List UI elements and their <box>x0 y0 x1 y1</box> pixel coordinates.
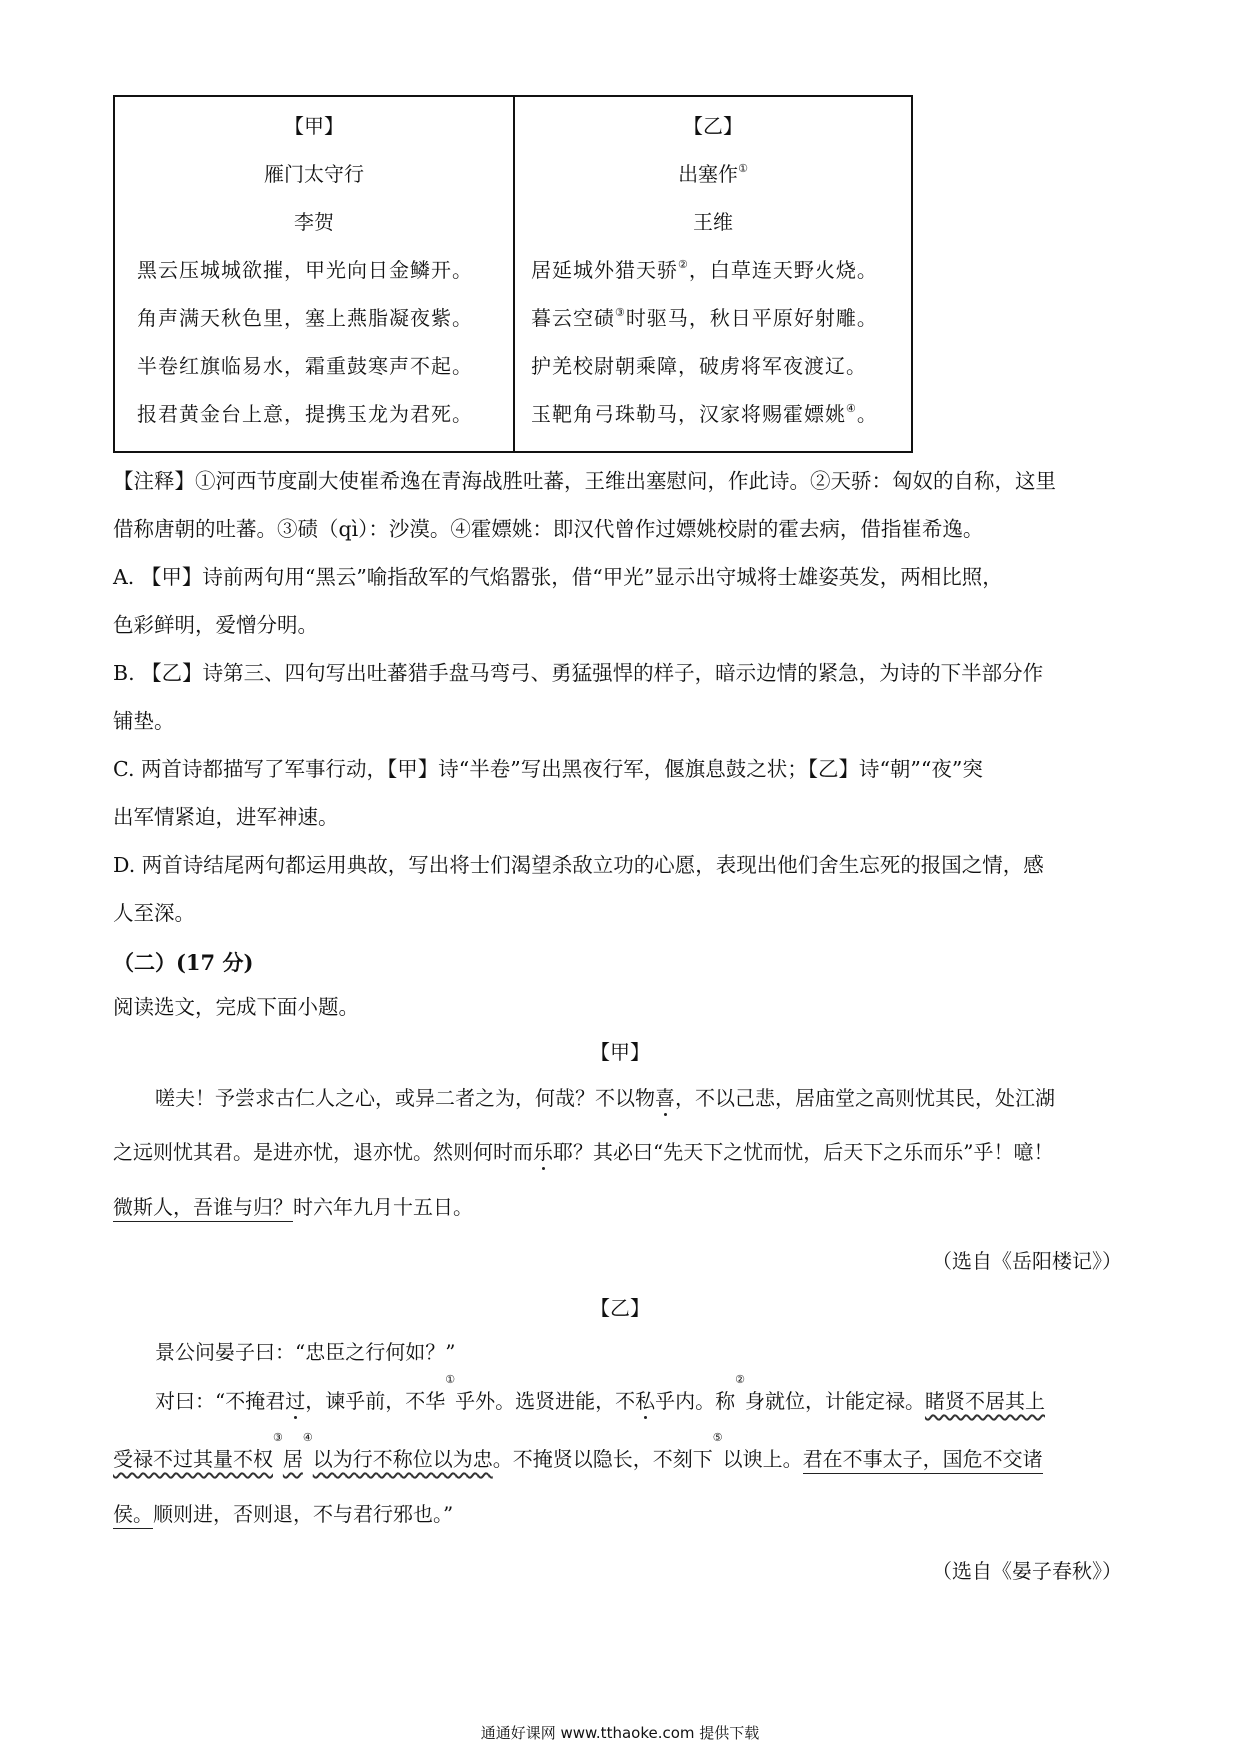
wavy-underlined-sentence: 以为行不称位以为忠 <box>312 1447 493 1471</box>
poem-title <box>515 163 911 211</box>
text-yi-line <box>113 1487 453 1541</box>
text-jia-source: （选自《岳阳楼记》） <box>932 1249 1122 1273</box>
text-segment: ，谏乎前，不华 <box>305 1389 446 1413</box>
dotted-char: 过 <box>285 1389 306 1413</box>
text-segment: 嗟夫！予尝求古仁人之心，或异二者之为，何哉？不以物 <box>155 1086 655 1110</box>
poem-line-text: 时驱马，秋日平原好射雕。 <box>625 306 878 330</box>
poem-line: 半卷红旗临易水，霜重鼓寒声不起。 <box>137 354 473 378</box>
dotted-char: 喜 <box>655 1086 675 1110</box>
poem-line: 报君黄金台上意，提携玉龙为君死。 <box>137 402 473 426</box>
underlined-sentence: 侯。 <box>113 1502 153 1529</box>
poem-tag: 【乙】 <box>683 114 743 138</box>
text-jia-line <box>113 1180 473 1234</box>
text-jia-line <box>155 1071 1055 1125</box>
option-b-cont: 铺垫。 <box>113 709 175 733</box>
poem-line-text: 暮云空碛 <box>531 306 615 330</box>
page-footer: 通通好课网 www.tthaoke.com 提供下载 <box>480 1724 760 1742</box>
section-instruction: 阅读选文，完成下面小题。 <box>113 995 359 1019</box>
footnote-marker: ③ <box>615 306 626 319</box>
text-segment: 时六年九月十五日。 <box>293 1195 473 1219</box>
text-segment: ，不以己悲，居庙堂之高则忧其民，处江湖 <box>675 1086 1055 1110</box>
poem-line <box>515 307 911 355</box>
dotted-char: 乐 <box>533 1140 553 1164</box>
underlined-sentence: 微斯人，吾谁与归？ <box>113 1195 293 1222</box>
text-segment: 耶？其必曰“先天下之忧而忧，后天下之乐而乐”乎！噫！ <box>553 1140 1054 1164</box>
option-b: B. 【乙】诗第三、四句写出吐蕃猎手盘马弯弓、勇猛强悍的样子，暗示边情的紧急，为诗的下半部分作 <box>113 661 1044 685</box>
text-yi-line <box>113 1432 1043 1486</box>
text-segment: 身就位，计能定禄。 <box>744 1389 925 1413</box>
poem-line-text: ，白草连天野火烧。 <box>688 258 878 282</box>
footnote-marker: ③ <box>273 1431 283 1444</box>
poem-line: 护羌校尉朝乘障，破虏将军夜渡辽。 <box>531 354 867 378</box>
poem-line: 角声满天秋色里，塞上燕脂凝夜紫。 <box>137 306 473 330</box>
footnote-marker: ② <box>678 258 689 271</box>
text-segment: 乎外。选贤进能，不 <box>455 1389 636 1413</box>
text-yi-tag: 【乙】 <box>590 1296 650 1320</box>
footnote-marker: ① <box>738 162 748 175</box>
text-segment: 乎内。称 <box>655 1389 736 1413</box>
poem-author: 王维 <box>693 210 733 234</box>
text-segment: 之远则忧其君。是进亦忧，退亦忧。然则何时而 <box>113 1140 533 1164</box>
dotted-char: 私 <box>635 1389 656 1413</box>
wavy-underlined-sentence: 居 <box>282 1447 303 1471</box>
underlined-sentence: 君在不事太子，国危不交诸 <box>803 1447 1043 1474</box>
option-d: D. 两首诗结尾两句都运用典故，写出将士们渴望杀敌立功的心愿，表现出他们舍生忘死的报国之情，感 <box>113 853 1044 877</box>
poem-title-text: 出塞作 <box>678 162 739 186</box>
poem-jia <box>115 97 513 451</box>
poem-line-text: 。 <box>856 402 878 426</box>
text-segment: 以谀上。 <box>722 1447 803 1471</box>
text-yi-line: 景公问晏子曰：“忠臣之行何如？” <box>155 1340 456 1364</box>
notes-line-1: 【注释】①河西节度副大使崔希逸在青海战胜吐蕃，王维出塞慰问，作此诗。②天骄：匈奴的自称，这里 <box>113 469 1056 493</box>
text-segment: 顺则进，否则退，不与君行邪也。” <box>153 1502 454 1526</box>
text-segment: 。不掩贤以隐长，不刻下 <box>492 1447 713 1471</box>
poem-line <box>515 403 911 451</box>
section-heading: （二）(17 分) <box>113 950 254 975</box>
text-segment: 对曰：“不掩君 <box>155 1389 286 1413</box>
option-a-cont: 色彩鲜明，爱憎分明。 <box>113 613 318 637</box>
poem-line-text: 玉靶角弓珠勒马，汉家将赐霍嫖姚 <box>531 402 846 426</box>
poem-line: 黑云压城城欲摧，甲光向日金鳞开。 <box>137 258 473 282</box>
option-c-cont: 出军情紧迫，进军神速。 <box>113 805 339 829</box>
text-jia-line <box>113 1125 1053 1179</box>
text-yi-source: （选自《晏子春秋》） <box>932 1559 1122 1583</box>
wavy-underlined-sentence: 受禄不过其量不权 <box>113 1447 273 1471</box>
poem-table <box>113 95 913 453</box>
notes-line-2: 借称唐朝的吐蕃。③碛（qì）：沙漠。④霍嫖姚：即汉代曾作过嫖姚校尉的霍去病，借指崔希逸。 <box>113 517 984 541</box>
text-yi-line <box>155 1374 1045 1428</box>
poem-yi <box>513 97 911 451</box>
footnote-marker: ⑤ <box>712 1431 723 1444</box>
footnote-marker: ④ <box>846 402 857 415</box>
poem-line-text: 居延城外猎天骄 <box>531 258 678 282</box>
wavy-underlined-sentence: 睹贤不居其上 <box>924 1389 1045 1413</box>
text-jia-tag: 【甲】 <box>590 1040 650 1064</box>
footnote-marker: ④ <box>302 1431 313 1444</box>
poem-author: 李贺 <box>294 210 334 234</box>
poem-title: 雁门太守行 <box>264 162 364 186</box>
option-d-cont: 人至深。 <box>113 901 195 925</box>
poem-line <box>515 259 911 307</box>
footnote-marker: ① <box>445 1373 456 1386</box>
poem-tag: 【甲】 <box>284 114 344 138</box>
footnote-marker: ② <box>735 1373 745 1386</box>
option-a: A. 【甲】诗前两句用“黑云”喻指敌军的气焰嚣张，借“甲光”显示出守城将士雄姿英发，两相比照， <box>113 565 1003 589</box>
option-c: C. 两首诗都描写了军事行动，【甲】诗“半卷”写出黑夜行军，偃旗息鼓之状；【乙】诗“朝”“夜”突 <box>113 757 983 781</box>
